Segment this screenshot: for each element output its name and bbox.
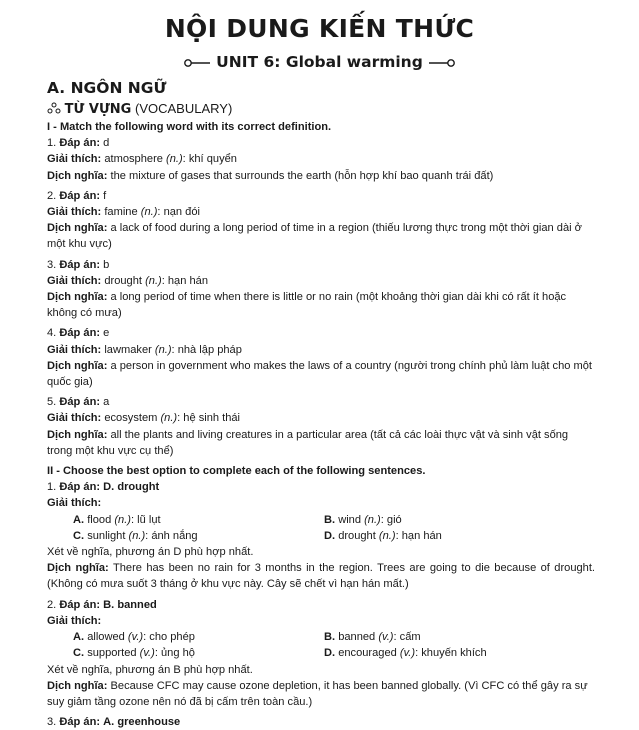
part1-heading: I - Match the following word with its correct definition. (47, 121, 332, 133)
question-item: 1. Đáp án: D. drought Giải thích: A. flood (n.): lũ lụt B. wind (n.): gió C. sunlight (n.): ánh nắng D. drought (n.): hạn hán Xét về nghĩa, phương án D phù hợp nhất. Dịch nghĩa: There has been no rain for 3 months in the region. Trees are going to die because of drought. (Không có mưa suốt 3 tháng ở khu vực này. Cây sẽ chết vì hạn hán mất.) (47, 481, 596, 591)
option-row: C. supported (v.): ủng hộ D. encouraged (v.): khuyến khích (73, 647, 487, 660)
match-item: 2. Đáp án: f Giải thích: famine (n.): nạn đói Dịch nghĩa: a lack of food during a long period of time in a region (thiếu lương thực trong một thời gian dài ở một khu vực) (47, 189, 582, 251)
option-row: C. sunlight (n.): ánh nắng D. drought (n.): hạn hán (73, 529, 442, 542)
vocabulary-label-en: (VOCABULARY) (134, 101, 233, 116)
content-body (47, 119, 595, 730)
match-item: 1. Đáp án: d Giải thích: atmosphere (n.): khí quyển Dịch nghĩa: the mixture of gases that surrounds the earth (hỗn hợp khí bao quanh trái đất) (47, 137, 494, 182)
left-ornament-icon (183, 58, 211, 68)
unit-title: UNIT 6: Global warming (216, 53, 423, 71)
unit-subtitle (0, 53, 639, 71)
part2-heading: II - Choose the best option to complete each of the following sentences. (47, 465, 426, 478)
match-item: 3. Đáp án: b Giải thích: drought (n.): hạn hán Dịch nghĩa: a long period of time when there is little or no rain (một khoảng thời gian dài khi có rất ít hoặc không có mưa) (47, 258, 567, 320)
question-item: 2. Đáp án: B. banned Giải thích: A. allowed (v.): cho phép B. banned (v.): cấm C. supported (v.): ủng hộ D. encouraged (v.): khuyến khích Xét về nghĩa, phương án B phù hợp nhất. Dịch nghĩa: Because CFC may cause ozone depletion, it has been banned globally. (Vì CFC có thể gây ra sự suy giảm tầng ozone nên nó đã bị cấm trên toàn cầu.) (47, 597, 595, 710)
question-item: 3. Đáp án: A. greenhouse (47, 716, 181, 729)
option-row: A. flood (n.): lũ lụt B. wind (n.): gió (73, 513, 402, 526)
match-item: 4. Đáp án: e Giải thích: lawmaker (n.): nhà lập pháp Dịch nghĩa: a person in government who makes the laws of a country (người trong chính phủ làm luật cho một quốc gia) (47, 327, 593, 389)
match-item: 5. Đáp án: a Giải thích: ecosystem (n.): hệ sinh thái Dịch nghĩa: all the plants and living creatures in a particular area (tất cả các loài thực vật và sinh vật sống trong một khu vực cụ thể) (47, 396, 569, 457)
right-ornament-icon (428, 58, 456, 68)
vocabulary-heading (47, 101, 232, 117)
page-title: NỘI DUNG KIẾN THỨC (164, 14, 475, 43)
dots-icon (47, 102, 61, 114)
section-heading: A. NGÔN NGỮ (47, 79, 167, 97)
vocabulary-label: TỪ VỰNG (64, 102, 132, 117)
option-row: A. allowed (v.): cho phép B. banned (v.): cấm (73, 631, 421, 644)
